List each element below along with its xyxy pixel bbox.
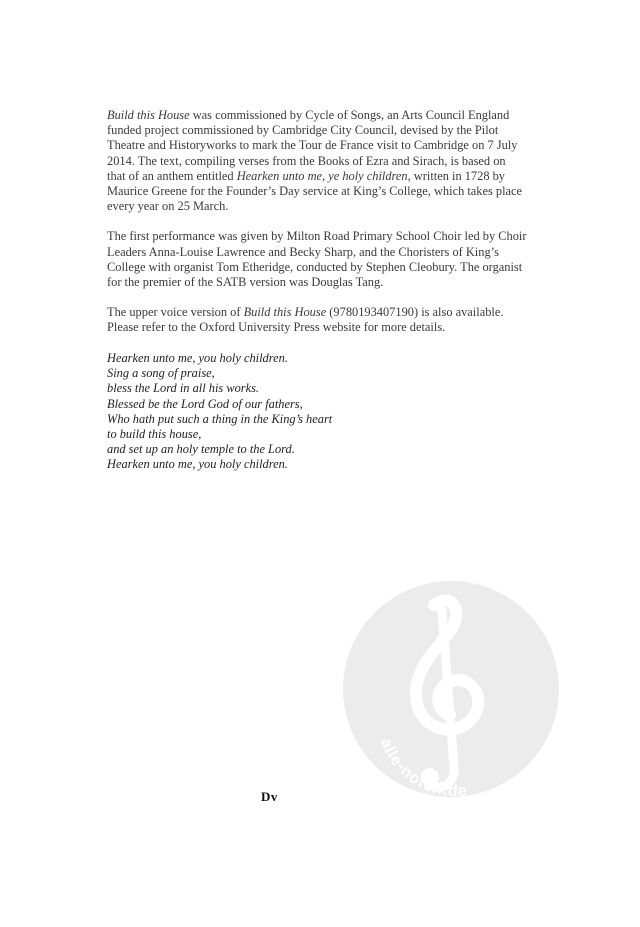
- verse-line: Who hath put such a thing in the King’s heart: [107, 411, 333, 426]
- program-notes: [107, 108, 527, 351]
- work-title: Build this House: [107, 108, 190, 122]
- verse-line: to build this house,: [107, 427, 202, 442]
- footer-mark: Dv: [261, 789, 278, 804]
- notes-paragraph-upper-voice: The upper voice version of Build this House (9780193407190) is also available. Please refer to the Oxford University Press website for more details.: [107, 305, 504, 335]
- notes-paragraph-premiere: The first performance was given by Milton Road Primary School Choir led by Choir Leaders Anna-Louise Lawrence and Becky Sharp, and the Choristers of King’s College with organist Tom Etheridge, conducted by Stephen Cleobury. The organist for the premier of the SATB version was Douglas Tang.: [107, 229, 527, 290]
- anthem-title: Hearken unto me, ye holy children: [236, 168, 408, 183]
- verse-line: and set up an holy temple to the Lord.: [107, 442, 295, 457]
- treble-clef-icon: [342, 571, 560, 811]
- work-title: Build this House: [243, 305, 327, 320]
- verse-line: Blessed be the Lord God of our fathers,: [107, 396, 303, 411]
- watermark: [342, 571, 560, 811]
- verse-line: Sing a song of praise,: [107, 366, 215, 381]
- notes-paragraph-commission: Build this House was commissioned by Cycle of Songs, an Arts Council England funded project commissioned by Cambridge City Council, devised by the Pilot Theatre and Historyworks to mark the Tour de France visit to Cambridge on 7 July 2014. The text, compiling verses from the Books of Ezra and Sirach, is based on that of an anthem entitled Hearken unto me, ye holy children, written in 1728 by Maurice Greene for the Founder’s Day service at King’s College, which takes place every year on 25 March.: [107, 108, 523, 214]
- watermark-text: alle-noten.de: [376, 735, 469, 801]
- verse-line: Hearken unto me, you holy children.: [107, 351, 288, 365]
- verse-text: [107, 351, 407, 473]
- verse-line: Hearken unto me, you holy children.: [107, 457, 288, 472]
- verse-line: bless the Lord in all his works.: [107, 381, 260, 396]
